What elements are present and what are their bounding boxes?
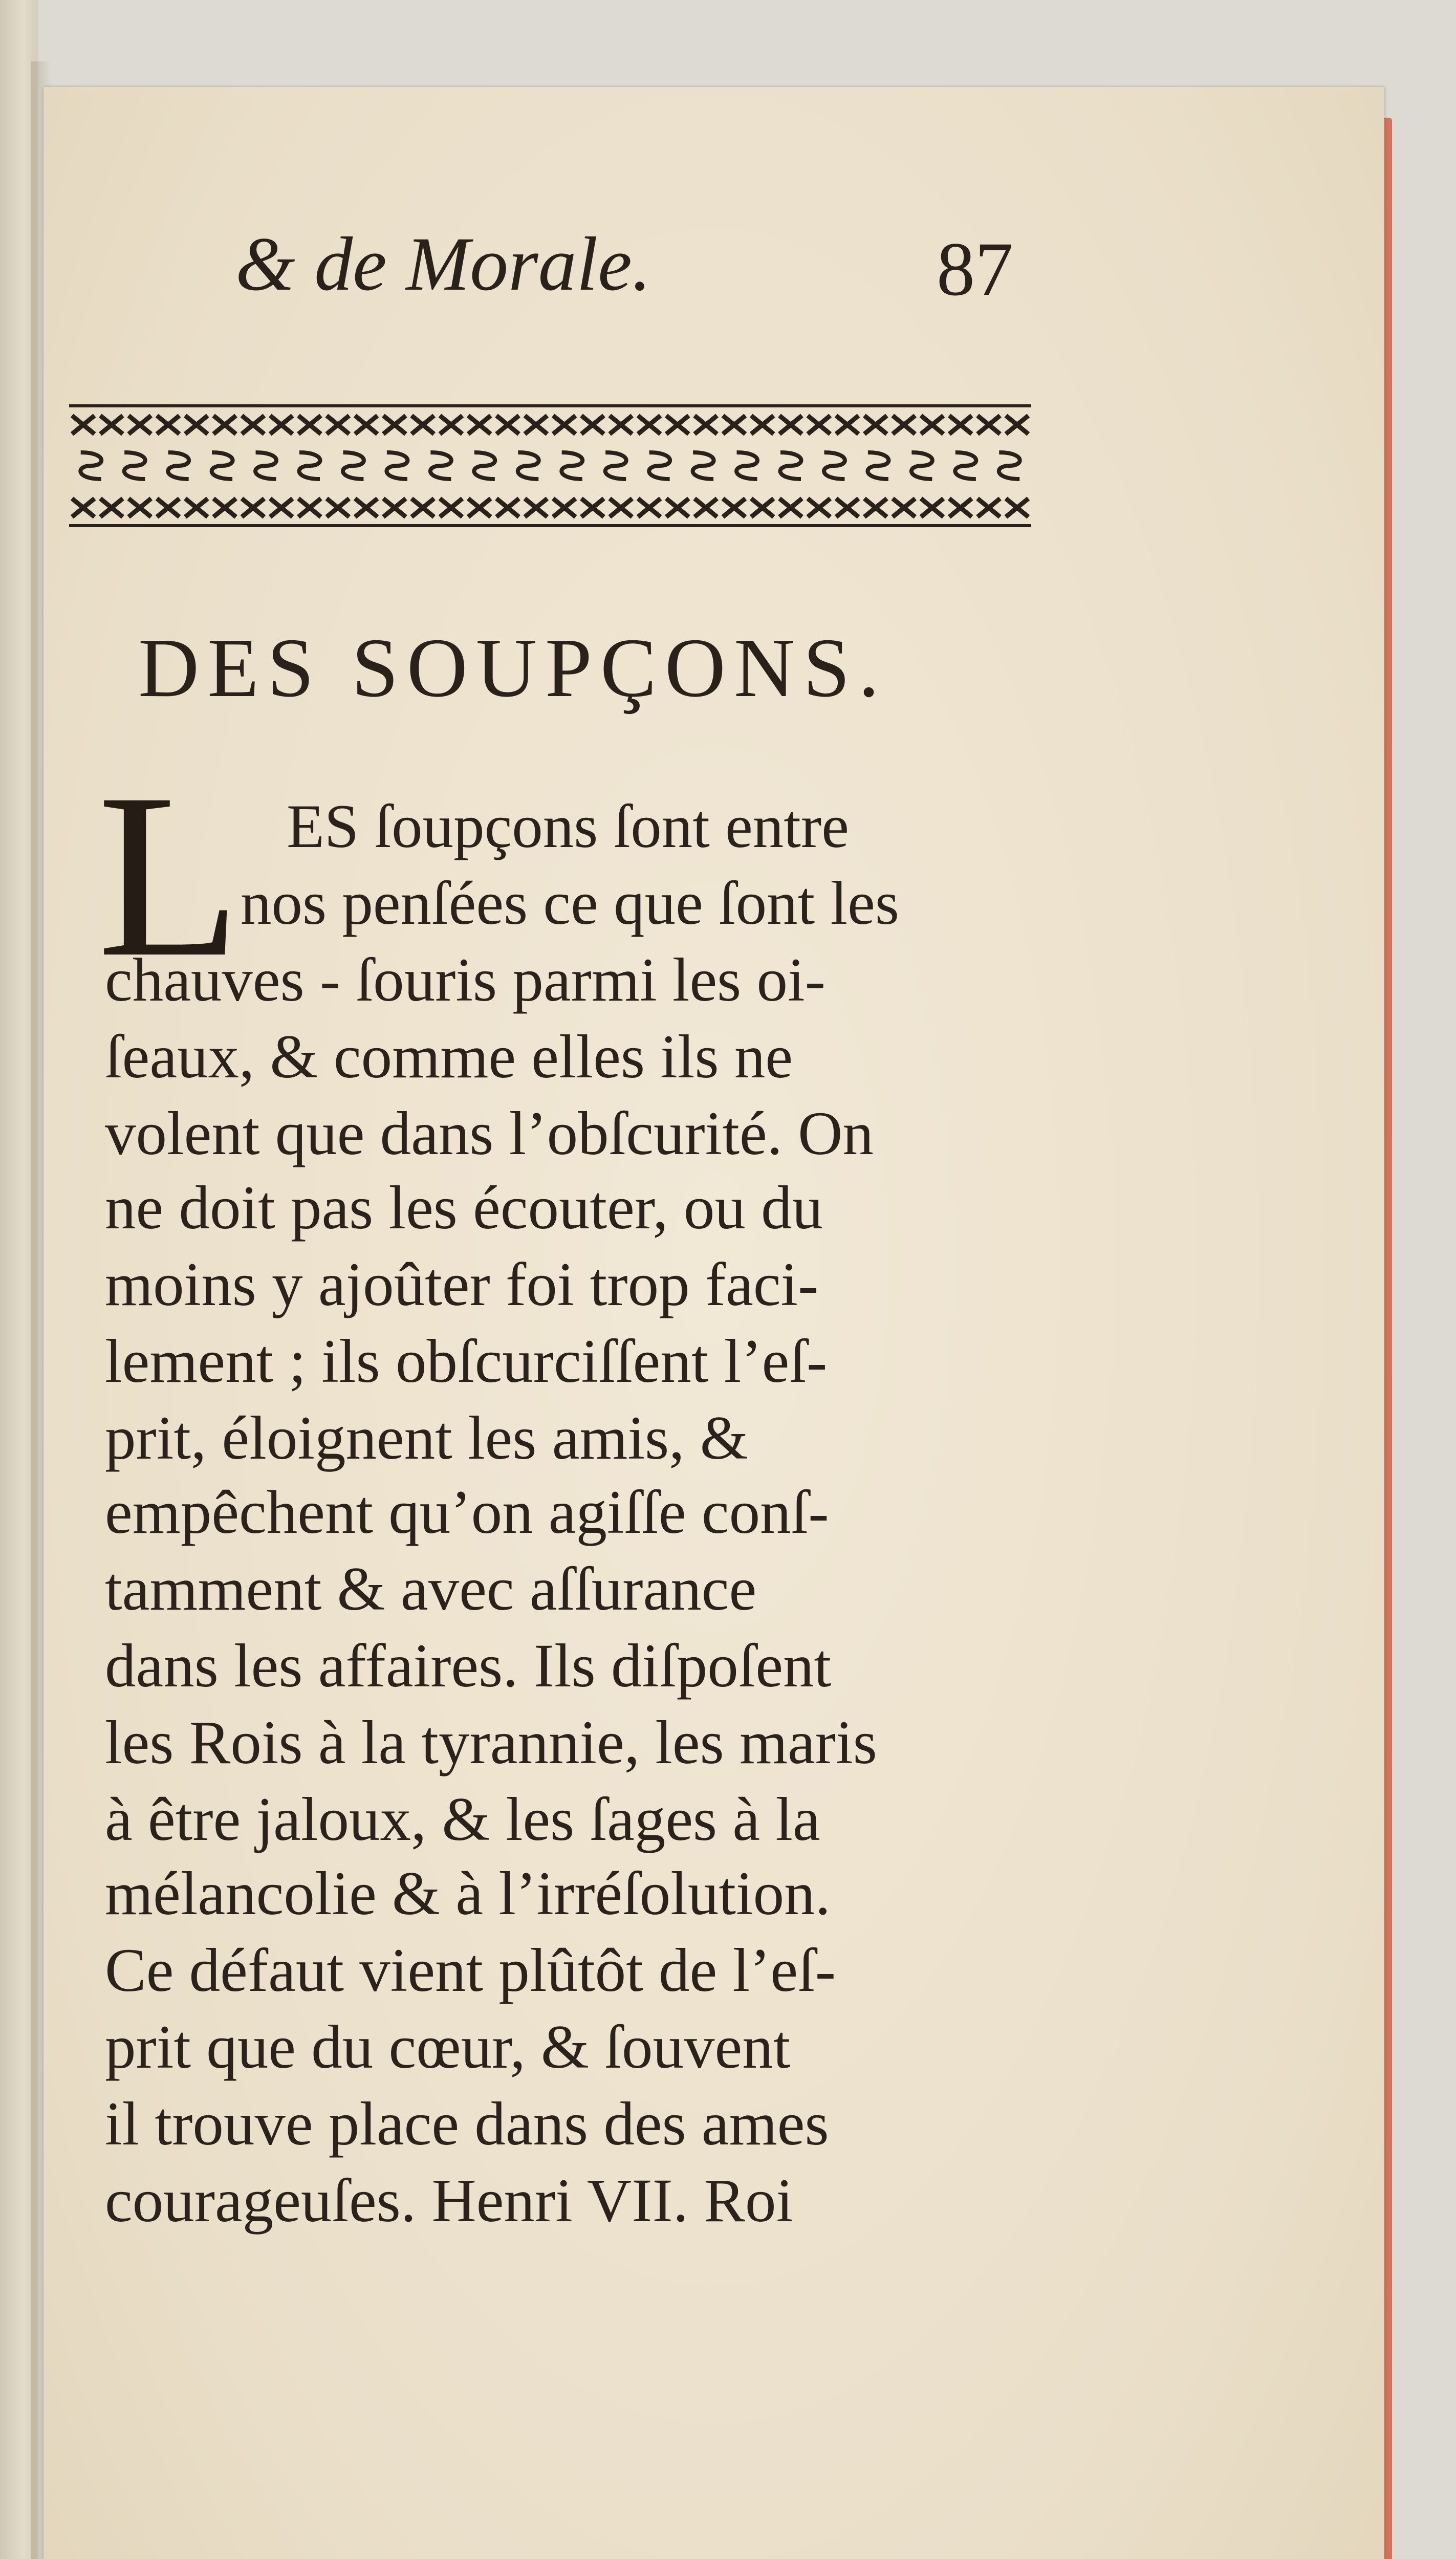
body-line: courageuſes. Henri VII. Roi [105, 2166, 794, 2235]
body-line: ne doit pas les écouter, ou du [105, 1174, 823, 1242]
body-line: dans les affaires. Ils diſpoſent [105, 1632, 832, 1700]
running-title: & de Morale. [235, 222, 651, 307]
body-line: nos penſées ce que ſont les [241, 869, 899, 938]
page-number: 87 [937, 227, 1013, 312]
body-line: tamment & avec aſſurance [105, 1555, 757, 1623]
body-line: prit, éloignent les amis, & [105, 1404, 748, 1472]
drop-cap: L [97, 745, 241, 1006]
body-line: ES ſoupçons ſont entre [287, 792, 849, 861]
body-line: chauves - ſouris parmi les oi- [105, 946, 825, 1014]
body-line: il trouve place dans des ames [105, 2090, 829, 2158]
body-line: Ce défaut vient plûtôt de l’eſ- [105, 1936, 836, 2005]
body-line: les Rois à la tyrannie, les maris [105, 1708, 877, 1777]
section-title: DES SOUPÇONS. [138, 621, 888, 714]
body-line: ſeaux, & comme elles ils ne [105, 1023, 793, 1091]
body-line: à être jaloux, & les ſages à la [105, 1785, 820, 1854]
body-line: prit que du cœur, & ſouvent [105, 2013, 791, 2081]
ornament-band-icon [69, 389, 1031, 543]
body-line: mélancolie & à l’irréſolution. [105, 1859, 831, 1928]
body-line: lement ; ils obſcurciſſent l’eſ- [105, 1327, 828, 1396]
body-line: volent que dans l’obſcurité. On [105, 1099, 874, 1168]
body-line: moins y ajoûter foi trop faci- [105, 1250, 819, 1319]
body-line: empêchent qu’on agiſſe conſ- [105, 1478, 829, 1547]
